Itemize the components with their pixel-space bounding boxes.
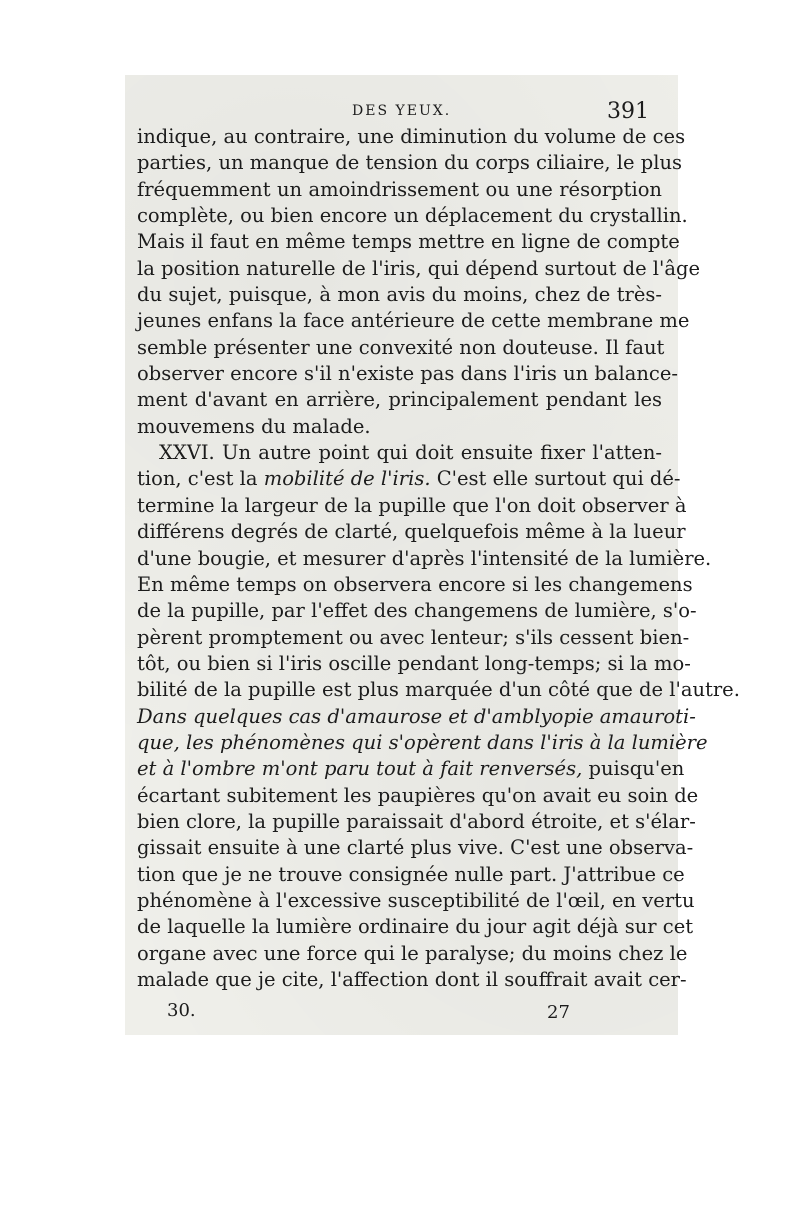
section-heading-line: XXVI. Un autre point qui doit ensuite fixer l'atten- <box>159 441 662 465</box>
text-line: phénomène à l'excessive susceptibilité de l'œil, en vertu <box>137 888 695 912</box>
text-line: bilité de la pupille est plus marquée d'un côté que de l'autre. <box>137 678 740 702</box>
text-run: C'est elle surtout qui dé- <box>430 467 681 491</box>
text-line <box>137 466 681 492</box>
emphasis-text: mobilité de l'iris. <box>263 467 431 491</box>
text-line: fréquemment un amoindrissement ou une résorption <box>137 177 662 201</box>
text-line: du sujet, puisque, à mon avis du moins, chez de très- <box>137 283 662 307</box>
text-line: observer encore s'il n'existe pas dans l'iris un balance- <box>137 362 678 386</box>
text-line: semble présenter une convexité non douteuse. Il faut <box>137 335 665 359</box>
text-line: parties, un manque de tension du corps ciliaire, le plus <box>137 151 683 175</box>
text-line: termine la largeur de la pupille que l'on doit observer à <box>137 493 687 517</box>
italic-text-line: Dans quelques cas d'amaurose et d'amblyopie amauroti- <box>137 704 696 728</box>
text-line: indique, au contraire, une diminution du volume de ces <box>137 125 686 148</box>
text-line: malade que je cite, l'affection dont il souffrait avait cer- <box>137 968 687 991</box>
text-line: bien clore, la pupille paraissait d'abord étroite, et s'élar- <box>137 809 696 833</box>
text-line: tôt, ou bien si l'iris oscille pendant long-temps; si la mo- <box>137 651 691 675</box>
text-line: la position naturelle de l'iris, qui dépend surtout de l'âge <box>137 256 701 280</box>
text-line: écartant subitement les paupières qu'on avait eu soin de <box>137 783 699 807</box>
text-line: de la pupille, par l'effet des changemens de lumière, s'o- <box>137 599 697 623</box>
text-line: Mais il faut en même temps mettre en ligne de compte <box>137 230 680 254</box>
running-title: DES YEUX. <box>352 103 452 119</box>
text-line: pèrent promptement ou avec lenteur; s'ils cessent bien- <box>137 625 690 649</box>
text-run: puisqu'en <box>582 757 685 781</box>
text-line: jeunes enfans la face antérieure de cette membrane me <box>137 309 690 333</box>
text-line: différens degrés de clarté, quelquefois même à la lueur <box>137 520 686 544</box>
signature-number: 27 <box>547 1002 570 1023</box>
text-line: complète, ou bien encore un déplacement du crystallin. <box>137 204 688 228</box>
text-line: tion que je ne trouve consignée nulle part. J'attribue ce <box>137 862 685 886</box>
text-run: tion, c'est la <box>137 467 264 491</box>
page-number: 391 <box>607 99 649 124</box>
text-line: d'une bougie, et mesurer d'après l'intensité de la lumière. <box>137 546 712 570</box>
signature-mark: 30. <box>167 1000 196 1021</box>
page-footer <box>137 1000 657 1030</box>
emphasis-text: et à l'ombre m'ont paru tout à fait renversés, <box>137 757 583 781</box>
body-text <box>137 124 740 993</box>
italic-text-line: que, les phénomènes qui s'opèrent dans l'iris à la lumière <box>137 730 708 754</box>
text-line: ment d'avant en arrière, principalement pendant les <box>137 388 662 412</box>
text-line: gissait ensuite à une clarté plus vive. C'est une observa- <box>137 836 694 860</box>
text-line: En même temps on observera encore si les changemens <box>137 572 693 596</box>
text-line: mouvemens du malade. <box>137 414 371 438</box>
text-line: de laquelle la lumière ordinaire du jour agit déjà sur cet <box>137 915 694 939</box>
text-line: organe avec une force qui le paralyse; du moins chez le <box>137 941 688 965</box>
text-line <box>137 756 685 782</box>
